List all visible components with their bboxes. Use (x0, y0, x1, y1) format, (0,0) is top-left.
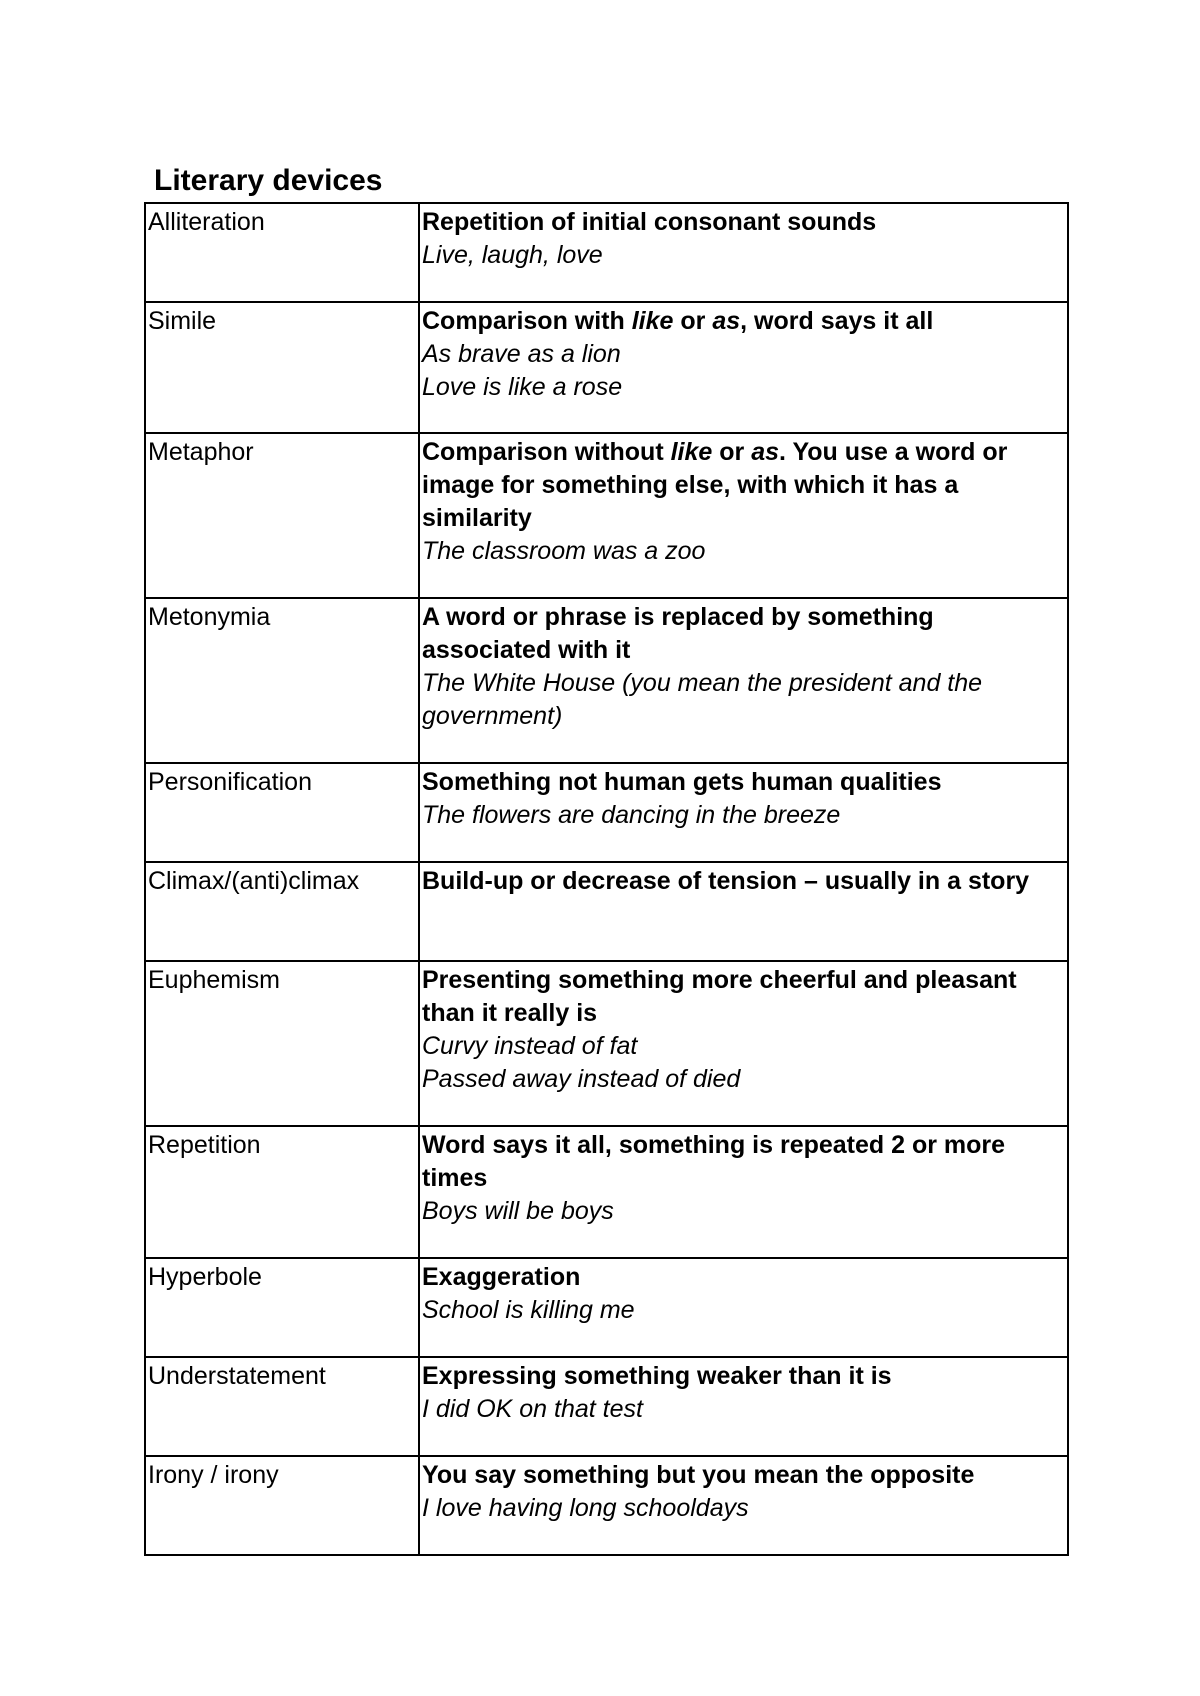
example-text: The flowers are dancing in the breeze (422, 801, 841, 829)
example-text: Curvy instead of fat (422, 1032, 638, 1060)
term-cell: Alliteration (145, 203, 419, 302)
example-text: Live, laugh, love (422, 241, 603, 269)
table-row-euphemism (145, 961, 1068, 1126)
definition-text: Build-up or decrease of tension – usually in a story (422, 867, 1030, 895)
definition-keyword-like: like (631, 307, 674, 335)
example-text: Passed away instead of died (422, 1065, 741, 1093)
definition-part: or (673, 307, 713, 335)
definition-text (422, 305, 1065, 338)
description-cell (419, 433, 1068, 598)
term-cell: Climax/(anti)climax (145, 862, 419, 961)
example-text: The classroom was a zoo (422, 537, 706, 565)
term-cell: Simile (145, 302, 419, 433)
definition-text: Repetition of initial consonant sounds (422, 208, 877, 236)
definition-text: Something not human gets human qualities (422, 768, 942, 796)
term-cell: Metaphor (145, 433, 419, 598)
definition-text (422, 436, 1065, 535)
description-cell (419, 1126, 1068, 1258)
term-cell: Understatement (145, 1357, 419, 1456)
definition-keyword-as: as (751, 438, 780, 466)
definition-part: Comparison without (422, 438, 671, 466)
example-text: Boys will be boys (422, 1197, 614, 1225)
definition-part: , word says it all (740, 307, 934, 335)
table-row-repetition (145, 1126, 1068, 1258)
definition-part: Comparison with (422, 307, 632, 335)
description-cell (419, 598, 1068, 763)
example-text: As brave as a lion (422, 340, 621, 368)
definition-text: Expressing something weaker than it is (422, 1362, 892, 1390)
description-cell (419, 302, 1068, 433)
term-cell: Metonymia (145, 598, 419, 763)
description-cell (419, 1258, 1068, 1357)
definition-text: Word says it all, something is repeated 2 or more times (422, 1131, 1006, 1192)
table-row-alliteration (145, 203, 1068, 302)
term-cell: Personification (145, 763, 419, 862)
definition-text: A word or phrase is replaced by something associated with it (422, 603, 934, 664)
table-row-hyperbole (145, 1258, 1068, 1357)
term-cell: Repetition (145, 1126, 419, 1258)
definition-keyword-like: like (670, 438, 713, 466)
definition-text: Exaggeration (422, 1263, 581, 1291)
table-row-climax (145, 862, 1068, 961)
table-row-metonymia (145, 598, 1068, 763)
example-text: I did OK on that test (422, 1395, 643, 1423)
description-cell (419, 961, 1068, 1126)
definition-keyword-as: as (712, 307, 741, 335)
table-row-simile (145, 302, 1068, 433)
description-cell (419, 763, 1068, 862)
table-row-personification (145, 763, 1068, 862)
example-text: I love having long schooldays (422, 1494, 749, 1522)
table-row-understatement (145, 1357, 1068, 1456)
description-cell (419, 862, 1068, 961)
description-cell (419, 203, 1068, 302)
description-cell (419, 1357, 1068, 1456)
literary-devices-table (144, 202, 1069, 1556)
page-title: Literary devices (154, 164, 383, 197)
term-cell: Hyperbole (145, 1258, 419, 1357)
definition-part: or (712, 438, 752, 466)
definition-text: Presenting something more cheerful and pleasant than it really is (422, 966, 1017, 1027)
table-row-metaphor (145, 433, 1068, 598)
description-cell (419, 1456, 1068, 1555)
example-text: The White House (you mean the president and the government) (422, 669, 983, 730)
example-text: School is killing me (422, 1296, 635, 1324)
definition-text: You say something but you mean the opposite (422, 1461, 975, 1489)
example-text: Love is like a rose (422, 373, 623, 401)
term-cell: Irony / irony (145, 1456, 419, 1555)
definition-part: . You use a word or image for something else, with which it has a similarity (422, 438, 1008, 532)
table-row-irony (145, 1456, 1068, 1555)
term-cell: Euphemism (145, 961, 419, 1126)
